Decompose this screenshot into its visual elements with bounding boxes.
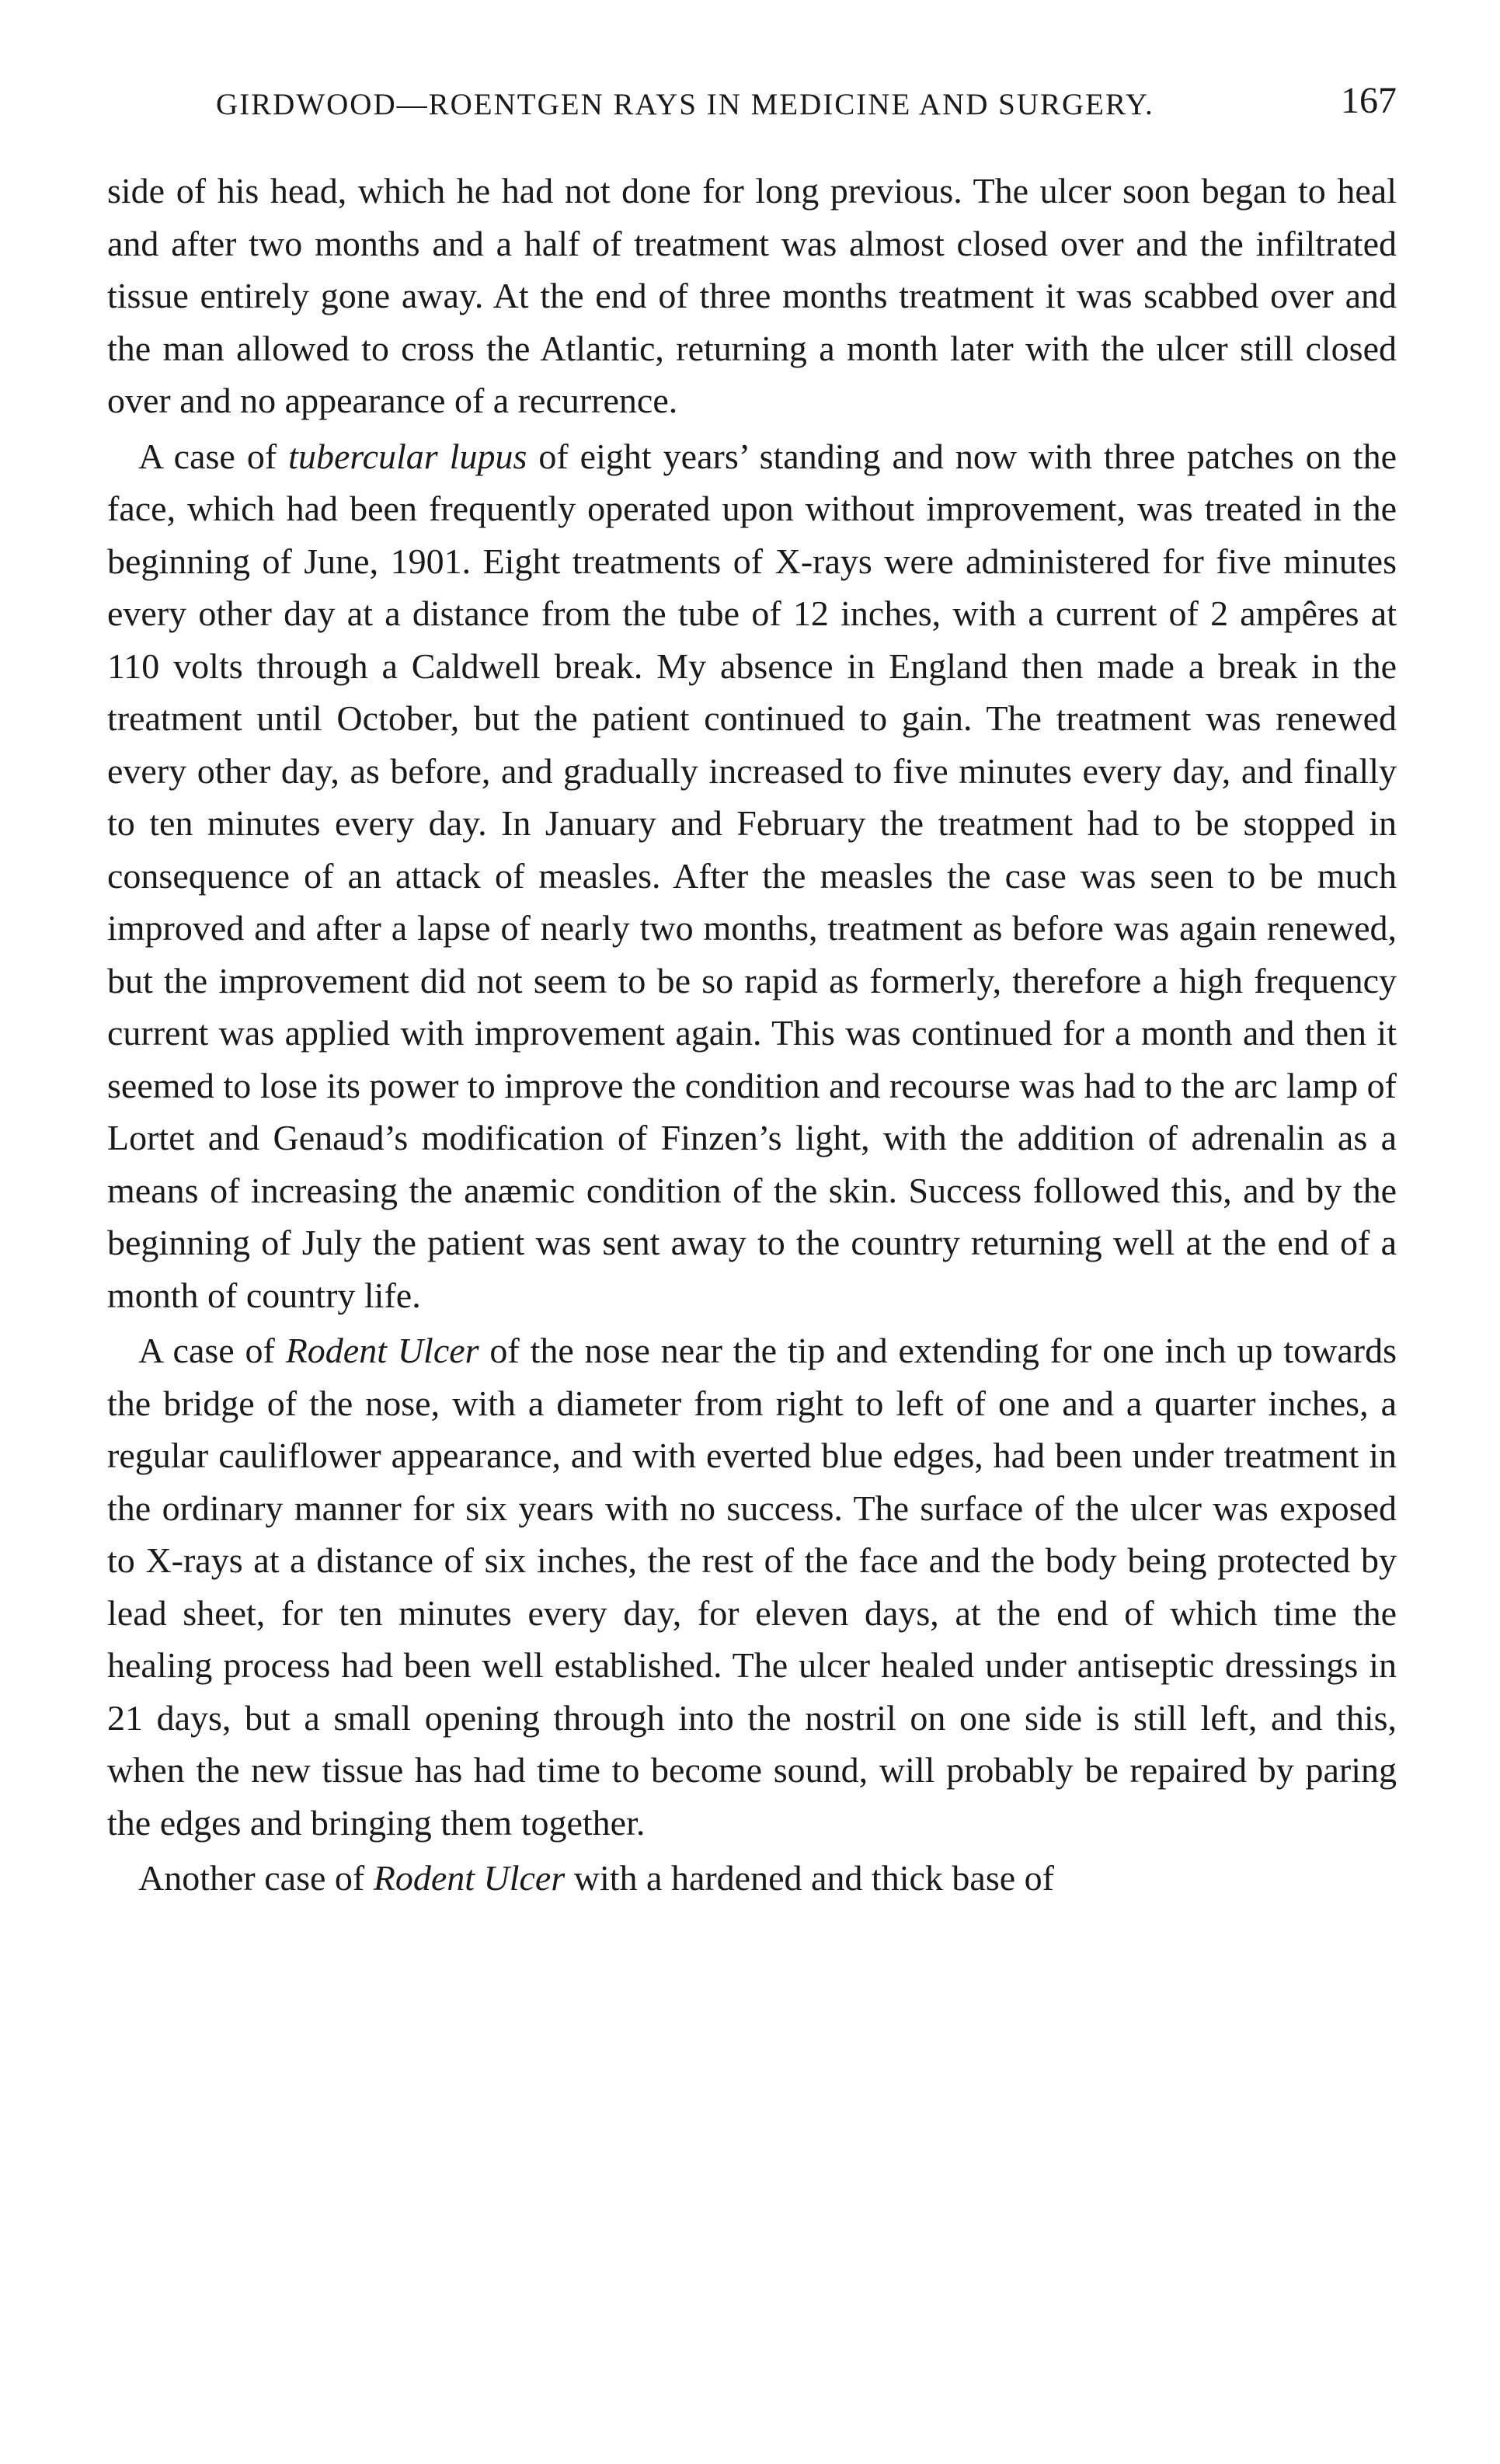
paragraph-text: of eight years’ standing and now with three patches on the face, which had been frequently operated upon without improvement, was treated in the beginning of June, 1901. Eight treatments of X-rays were administered for five minutes every other day at a distance from the tube of 12 inches, with a current of 2 ampêres at 110 volts through a Caldwell break. My absence in England then made a break in the treatment until October, but the patient continued to gain. The treatment was renewed every other day, as before, and gradually increased to five minutes every day, and finally to ten minutes every day. In January and February the treatment had to be stopped in consequence of an attack of measles. After the measles the case was seen to be much improved and after a lapse of nearly two months, treatment as before was again renewed, but the improvement did not seem to be so rapid as formerly, therefore a high frequency current was applied with improvement again. This was continued for a month and then it seemed to lose its power to improve the condition and recourse was had to the arc lamp of Lortet and Genaud’s modification of Finzen’s light, with the addition of adrenalin as a means of increasing the anæmic condition of the skin. Success followed this, and by the beginning of July the patient was sent away to the country returning well at the end of a month of country life. — [107, 436, 1397, 1315]
paragraph-4 — [107, 1852, 1397, 1905]
running-head — [107, 78, 1397, 132]
italic-term: tubercular lupus — [288, 436, 527, 476]
paragraph-text: A case of — [138, 436, 289, 476]
italic-term: Rodent Ulcer — [373, 1858, 566, 1898]
paragraph-text: side of his head, which he had not done for long previous. The ulcer soon began to heal and after two months and a half of treatment was almost closed over and the infiltrated tissue entirely gone away. At the end of three months treatment it was scabbed over and the man allowed to cross the Atlantic, returning a month later with the ulcer still closed over and no appearance of a recurrence. — [107, 171, 1397, 420]
page-number: 167 — [1341, 80, 1397, 121]
paragraph-1 — [107, 165, 1397, 427]
paragraph-text: Another case of — [138, 1858, 374, 1898]
paragraph-3 — [107, 1324, 1397, 1849]
running-title: GIRDWOOD—ROENTGEN RAYS IN MEDICINE AND SURGERY. — [216, 88, 1154, 121]
paragraph-text: of the nose near the tip and extending for one inch up towards the bridge of the nose, with a diameter from right to left of one and a quarter inches, a regular cauliflower appearance, and with everted blue edges, had been under treatment in the ordinary manner for six years with no success. The surface of the ulcer was exposed to X-rays at a distance of six inches, the rest of the face and the body being protected by lead sheet, for ten minutes every day, for eleven days, at the end of which time the healing process had been well established. The ulcer healed under antiseptic dressings in 21 days, but a small opening through into the nostril on one side is still left, and this, when the new tissue has had time to become sound, will probably be repaired by paring the edges and bringing them together. — [107, 1331, 1397, 1843]
paragraph-2 — [107, 430, 1397, 1322]
paragraph-text: with a hardened and thick base of — [565, 1858, 1054, 1898]
document-page — [107, 78, 1397, 1905]
italic-term: Rodent Ulcer — [285, 1331, 479, 1370]
paragraph-text: A case of — [138, 1331, 286, 1370]
